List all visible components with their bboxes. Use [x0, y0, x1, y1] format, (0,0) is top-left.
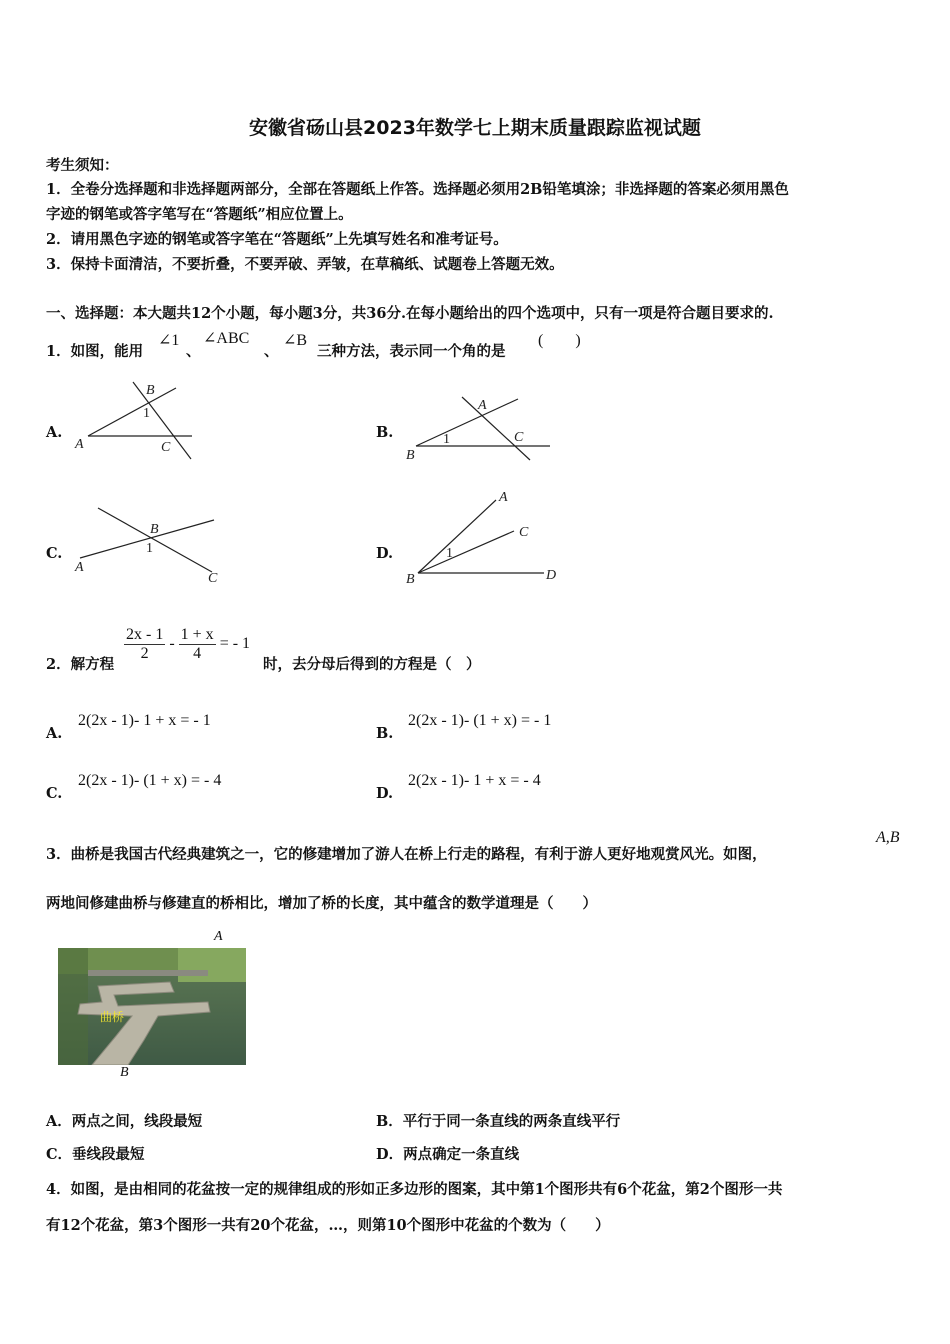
- section-heading: 一、选择题：本大题共12个小题，每小题3分，共36分.在每小题给出的四个选项中，只有一项是符合题目要求的.: [46, 305, 774, 322]
- q1-suffix: 三种方法，表示同一个角的是: [317, 343, 506, 360]
- q1-option-d-label: D.: [376, 545, 394, 562]
- q1-sep-1: 、: [186, 343, 201, 360]
- q3-line-1: 3．曲桥是我国古代经典建筑之一，它的修建增加了游人在桥上行走的路程，有利于游人更好地观赏风光。如图，: [46, 846, 767, 863]
- notice-item-2: 2．请用黑色字迹的钢笔或答字笔在“答题纸”上先填写姓名和准考证号。: [46, 231, 508, 248]
- q3-bridge-photo: [58, 948, 246, 1065]
- q2-suffix: 时，去分母后得到的方程是（ ）: [263, 656, 481, 673]
- q2-fraction-1-den: 2: [140, 645, 149, 662]
- q2-option-d-expr: 2(2x - 1)- 1 + x = - 4: [408, 772, 541, 789]
- svg-text:B: B: [150, 522, 159, 537]
- q4-line-2: 有12个花盆，第3个图形一共有20个花盆，…，则第10个图形中花盆的个数为（ ）: [46, 1217, 610, 1234]
- svg-text:A: A: [499, 490, 508, 505]
- q2-option-a-label: A.: [46, 725, 63, 742]
- q2-option-c-expr: 2(2x - 1)- (1 + x) = - 4: [78, 772, 222, 789]
- q1-answer-paren: ( ): [538, 332, 581, 349]
- svg-text:D: D: [546, 568, 557, 583]
- q3-option-d: D．两点确定一条直线: [376, 1146, 520, 1163]
- q2-fraction-2-den: 4: [193, 645, 202, 662]
- q2-prefix: 2．解方程: [46, 656, 115, 673]
- q1-figure-a: [66, 376, 206, 466]
- q2-fraction-2: [179, 626, 216, 663]
- q3-ab: A,B: [876, 829, 900, 846]
- q1-figure-c: [66, 502, 226, 590]
- q2-equation: [124, 626, 250, 663]
- q1-option-c-label: C.: [46, 545, 63, 562]
- q2-option-c-label: C.: [46, 785, 63, 802]
- svg-text:C: C: [519, 525, 529, 540]
- q2-option-b-label: B.: [376, 725, 394, 742]
- q1-option-b-label: B.: [376, 424, 394, 441]
- q4-line-1: 4．如图，是由相同的花盆按一定的规律组成的形如正多边形的图案，其中第1个图形共有6个花盆，第2个图形一共: [46, 1181, 783, 1198]
- svg-text:1: 1: [446, 546, 453, 561]
- q2-minus: -: [169, 635, 175, 653]
- notice-heading: 考生须知：: [46, 157, 119, 174]
- q2-option-a-expr: 2(2x - 1)- 1 + x = - 1: [78, 712, 211, 729]
- svg-text:B: B: [406, 572, 415, 586]
- q3-line-2: 两地间修建曲桥与修建直的桥相比，增加了桥的长度，其中蕴含的数学道理是（ ）: [46, 895, 597, 912]
- q2-fraction-2-num: 1 + x: [180, 626, 214, 643]
- q1-angle-b: ∠B: [283, 332, 308, 349]
- notice-item-3: 3．保持卡面清洁，不要折叠，不要弄破、弄皱，在草稿纸、试题卷上答题无效。: [46, 256, 564, 273]
- q1-option-a-label: A.: [46, 424, 63, 441]
- notice-item-1: 1．全卷分选择题和非选择题两部分，全部在答题纸上作答。选择题必须用2B铅笔填涂；非选择题的答案必须用黑色: [46, 181, 789, 198]
- q1-figure-d: [400, 486, 570, 586]
- svg-text:A: A: [478, 398, 487, 413]
- svg-text:C: C: [514, 430, 524, 445]
- svg-text:曲桥: 曲桥: [100, 1010, 125, 1024]
- svg-text:A: A: [75, 560, 84, 575]
- q1-prefix: 1．如图，能用: [46, 343, 144, 360]
- page-title: 安徽省砀山县2023年数学七上期末质量跟踪监视试题: [249, 117, 701, 139]
- q2-option-b-expr: 2(2x - 1)- (1 + x) = - 1: [408, 712, 552, 729]
- q3-photo-label-a: A: [214, 929, 223, 944]
- q3-option-c: C．垂线段最短: [46, 1146, 145, 1163]
- q2-fraction-1: [124, 626, 165, 663]
- notice-item-1-cont: 字迹的钢笔或答字笔写在“答题纸”相应位置上。: [46, 206, 353, 223]
- svg-text:B: B: [406, 448, 415, 463]
- svg-text:A: A: [75, 437, 84, 452]
- svg-text:1: 1: [146, 541, 153, 556]
- q2-option-d-label: D.: [376, 785, 394, 802]
- svg-text:C: C: [161, 440, 171, 455]
- q1-angle-1: ∠1: [158, 332, 180, 349]
- svg-text:1: 1: [443, 432, 450, 447]
- q1-sep-2: 、: [264, 343, 279, 360]
- q3-option-b: B．平行于同一条直线的两条直线平行: [376, 1113, 621, 1130]
- svg-text:B: B: [146, 383, 155, 398]
- q1-angle-abc: ∠ABC: [203, 330, 250, 347]
- q1-figure-b: [400, 392, 560, 467]
- q2-rhs: = - 1: [219, 635, 251, 653]
- q3-option-a: A．两点之间，线段最短: [46, 1113, 203, 1130]
- svg-text:C: C: [208, 571, 218, 586]
- q3-photo-label-b: B: [120, 1065, 129, 1080]
- svg-text:1: 1: [143, 406, 150, 421]
- q2-fraction-1-num: 2x - 1: [126, 626, 164, 643]
